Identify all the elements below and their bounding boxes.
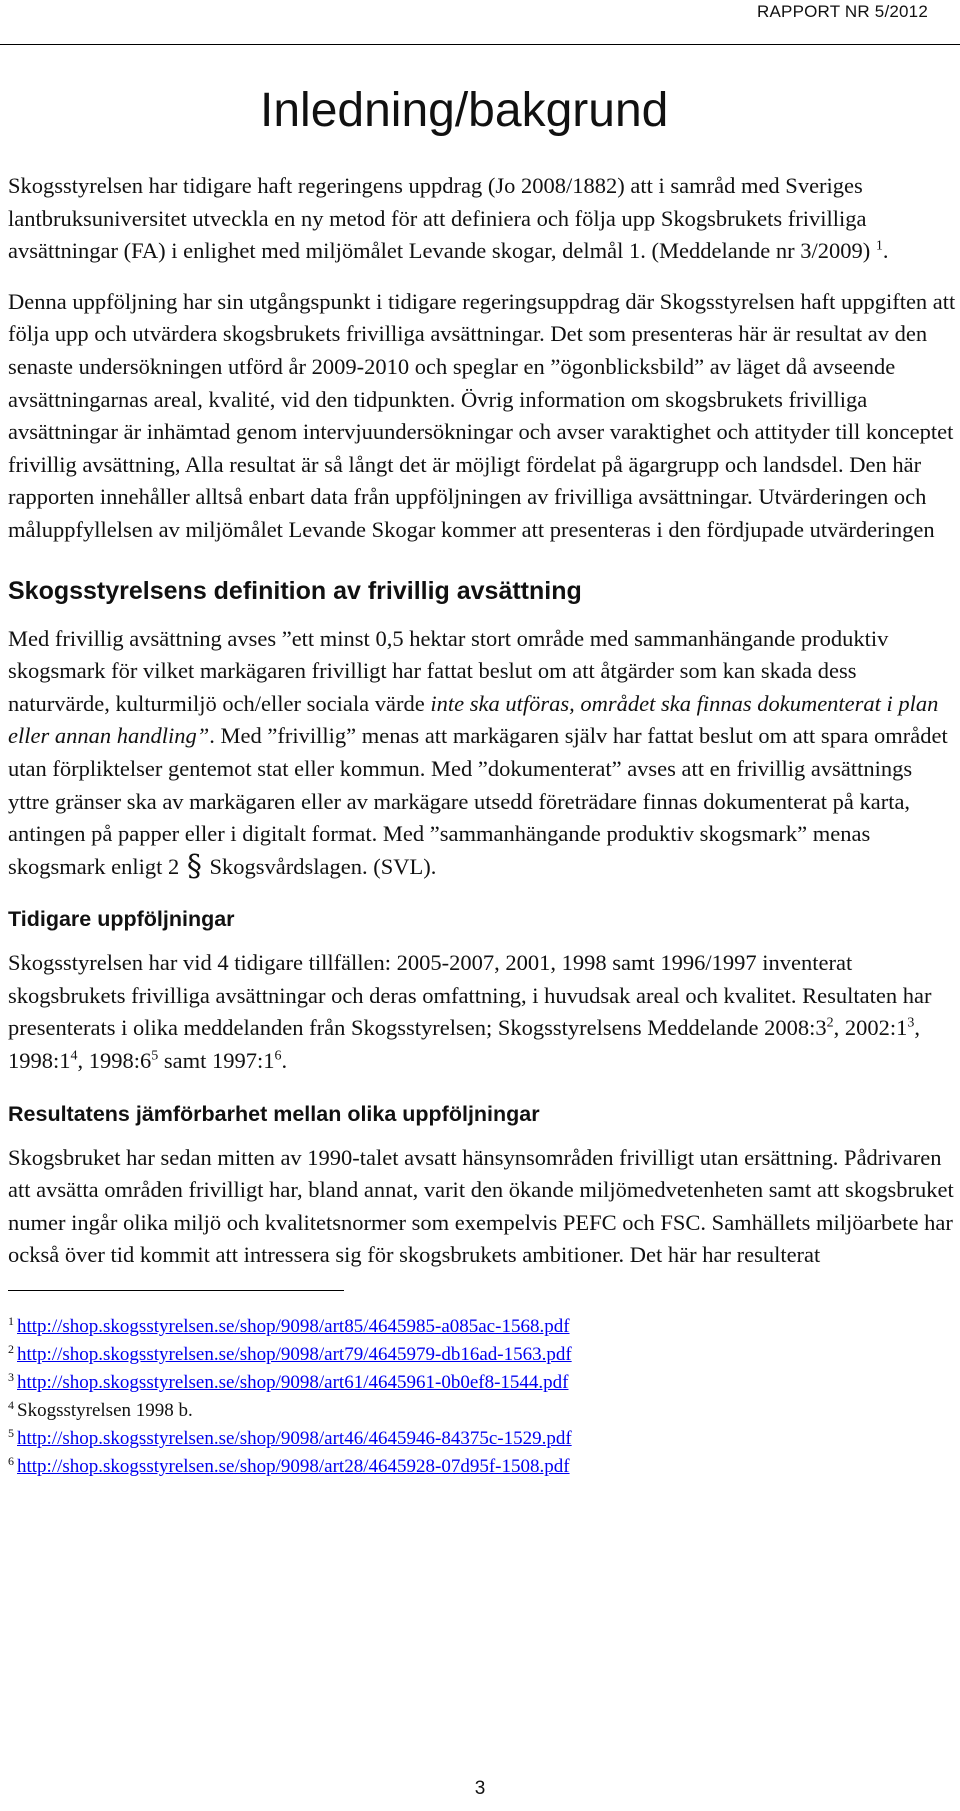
definition-paragraph xyxy=(8,623,956,884)
footnote xyxy=(8,1397,956,1425)
previous-text-a: Skogsstyrelsen har vid 4 tidigare tillfällen: 2005-2007, 2001, 1998 samt 1996/1997 inventerat skogsbrukets frivilliga avsättningar och deras omfattning, i huvudsak areal och kvalitet. Resultaten har presenterats i olika meddelanden från Skogsstyrelsen; Skogsstyrelsens Meddelande 2008:3 xyxy=(8,950,932,1041)
footnote-ref-4[interactable]: 4 xyxy=(70,1048,78,1064)
previous-text-b: , 2002:1 xyxy=(833,1015,908,1041)
page-title: Inledning/bakgrund xyxy=(260,84,669,137)
comparability-heading: Resultatens jämförbarhet mellan olika uppföljningar xyxy=(8,1101,540,1126)
previous-heading: Tidigare uppföljningar xyxy=(8,907,235,932)
definition-text-italic: inte ska utföras, området ska finnas dokumenterat i plan eller annan handling” xyxy=(8,690,939,749)
definition-heading: Skogsstyrelsens definition av frivillig avsättning xyxy=(8,576,582,605)
footnote-ref-6[interactable]: 6 xyxy=(274,1048,282,1064)
footnote xyxy=(8,1425,956,1453)
footnote-number: 1 xyxy=(8,1313,14,1328)
footnote-link[interactable]: http://shop.skogsstyrelsen.se/shop/9098/art46/4645946-84375c-1529.pdf xyxy=(17,1428,572,1450)
footnote-divider xyxy=(8,1290,344,1291)
page-number: 3 xyxy=(474,1778,486,1799)
definition-text-a: Med frivillig avsättning avses ”ett minst 0,5 hektar stort område med sammanhängande produktiv skogsmark för vilket markägaren frivilligt har fattat beslut om att åtgärder som kan skada dess naturvärde, kulturmiljö och/eller sociala värde xyxy=(8,625,889,716)
footnote-ref-1[interactable]: 1 xyxy=(875,238,883,254)
footnote-ref-3[interactable]: 3 xyxy=(907,1015,915,1031)
previous-text-c: , 1998:1 xyxy=(8,1015,920,1074)
footnote-number: 5 xyxy=(8,1425,14,1440)
definition-text-b: . Med ”frivillig” menas att markägaren själv har fattat beslut om att spara området utan förpliktelser gentemot stat eller kommun. Med ”dokumenterat” avses att en frivillig avsättnings yttre gränser ska av markägaren eller av markägare utsedd företrädare finnas dokumenterat på karta, antingen på papper eller i digitalt format. Med ”sammanhängande produktiv skogsmark” menas skogsmark enligt 2 xyxy=(8,723,948,879)
footnote xyxy=(8,1453,956,1481)
previous-paragraph xyxy=(8,947,956,1077)
document-body xyxy=(8,76,956,1481)
footnote-number: 4 xyxy=(8,1397,14,1412)
intro-paragraph-2: Denna uppföljning har sin utgångspunkt i tidigare regeringsuppdrag där Skogsstyrelsen haft uppgiften att följa upp och utvärdera skogsbrukets frivilliga avsättningar. Det som presenteras här är resultat av den senaste undersökningen utförd år 2009-2010 och speglar en ”ögonblicksbild” av läget då avseende avsättningarnas areal, kvalité, vid den tidpunkten. Övrig information om skogsbrukets frivilliga avsättningar är inhämtad genom intervjuundersökningar och avser varaktighet och attityder till konceptet frivillig avsättning, Alla resultat är så långt det är möjligt fördelat på ägargrupp och landsdel. Den här rapporten innehåller alltså enbart data från uppföljningen av frivilliga avsättningar. Utvärderingen och måluppfyllelsen av miljömålet Levande Skogar kommer att presenteras i den fördjupade utvärderingen xyxy=(8,288,956,542)
intro-text-end: . xyxy=(882,238,889,264)
footnote xyxy=(8,1369,956,1397)
intro-text: Skogsstyrelsen har tidigare haft regeringens uppdrag (Jo 2008/1882) att i samråd med Sveriges lantbruksuniversitet utveckla en ny metod för att definiera och följa upp Skogsbrukets frivilliga avsättningar (FA) i enlighet med miljömålet Levande skogar, delmål 1. (Meddelande nr 3/2009) xyxy=(8,173,871,264)
definition-text-c: Skogsvårdslagen. (SVL). xyxy=(209,853,437,879)
previous-text-e: samt 1997:1 xyxy=(158,1048,275,1074)
footnote-ref-5[interactable]: 5 xyxy=(151,1048,159,1064)
footnotes xyxy=(8,1313,956,1481)
footnote-link[interactable]: http://shop.skogsstyrelsen.se/shop/9098/art61/4645961-0b0ef8-1544.pdf xyxy=(17,1372,569,1394)
footnote-ref-2[interactable]: 2 xyxy=(826,1015,834,1031)
intro-paragraph-1 xyxy=(8,170,956,268)
footnote-text: Skogsstyrelsen 1998 b. xyxy=(17,1400,193,1422)
section-symbol: § xyxy=(186,848,202,884)
footnote-number: 2 xyxy=(8,1341,14,1356)
report-number: RAPPORT NR 5/2012 xyxy=(757,2,928,21)
footnote-link[interactable]: http://shop.skogsstyrelsen.se/shop/9098/art28/4645928-07d95f-1508.pdf xyxy=(17,1456,570,1478)
previous-text-d: , 1998:6 xyxy=(77,1048,152,1074)
footnote-number: 6 xyxy=(8,1453,14,1468)
previous-text-f: . xyxy=(281,1048,288,1074)
comparability-paragraph: Skogsbruket har sedan mitten av 1990-talet avsatt hänsynsområden frivilligt utan ersättning. Pådrivaren att avsätta områden frivilligt har, bland annat, varit den ökande miljömedvetenheten samt att skogsbruket numer ingår olika miljö och kvalitetsnormer som exempelvis PEFC och FSC. Samhällets miljöarbete har också över tid kommit att intressera sig för skogsbrukets ambitioner. Det här har resulterat xyxy=(8,1144,954,1268)
footnote-link[interactable]: http://shop.skogsstyrelsen.se/shop/9098/art85/4645985-a085ac-1568.pdf xyxy=(17,1316,570,1338)
footnote-number: 3 xyxy=(8,1369,14,1384)
page-header xyxy=(0,0,960,45)
footnote-link[interactable]: http://shop.skogsstyrelsen.se/shop/9098/art79/4645979-db16ad-1563.pdf xyxy=(17,1344,572,1366)
footnote xyxy=(8,1313,956,1341)
footnote xyxy=(8,1341,956,1369)
